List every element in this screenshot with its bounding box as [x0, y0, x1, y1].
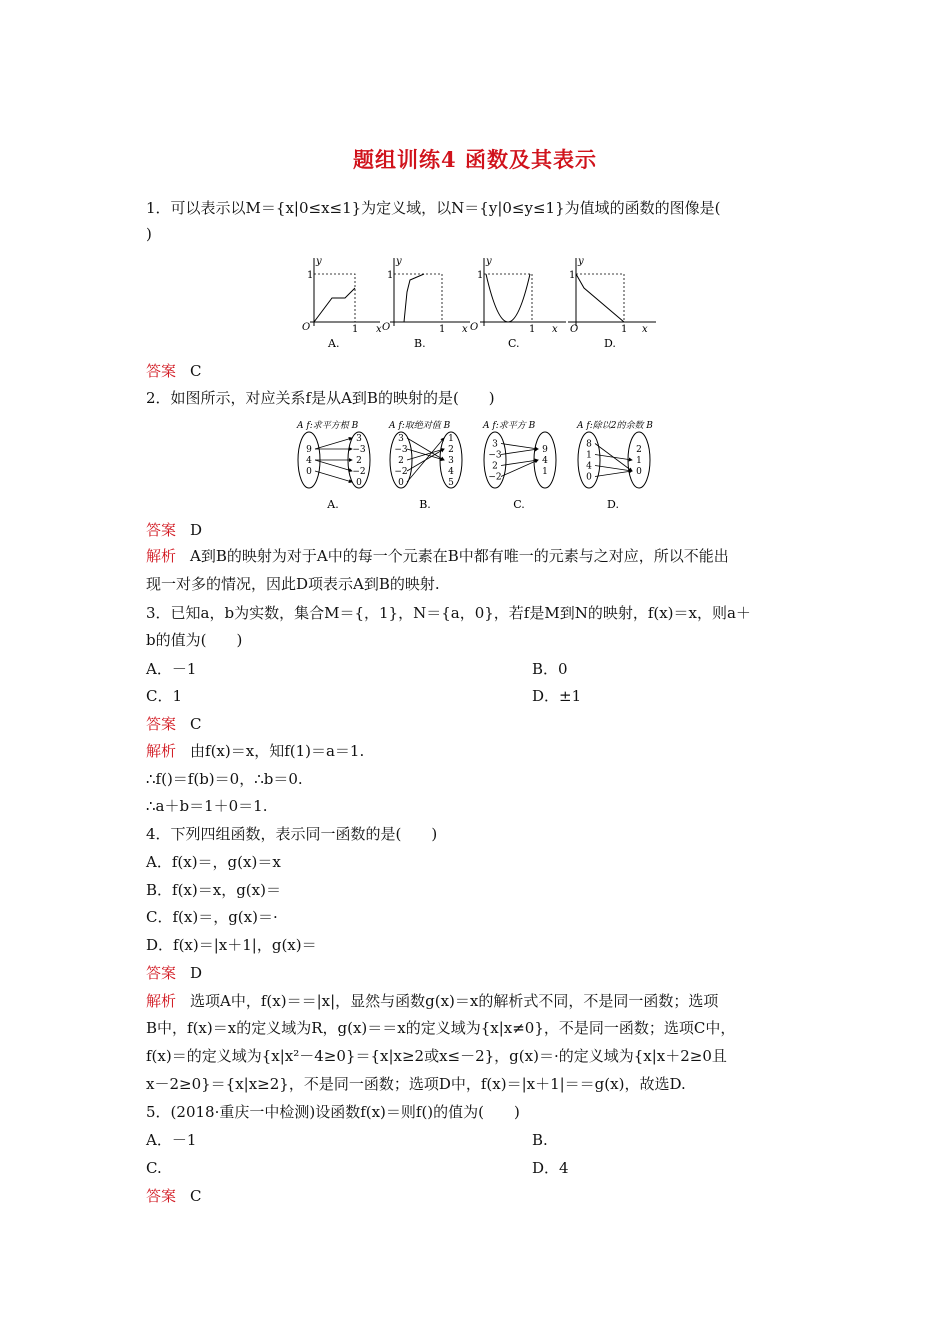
- q3-stem: 3．已知a，b为实数，集合M＝{，1}，N＝{a，0}，若f是M到N的映射，f(x)＝x，则a＋: [146, 604, 751, 622]
- graph-a-one-x: 1: [352, 324, 359, 335]
- q4-stem: 4．下列四组函数，表示同一函数的是( ): [146, 825, 438, 843]
- mapping-b-right-value: 4: [448, 467, 454, 477]
- mapping-c-arrow: [501, 449, 538, 455]
- graph-b-origin: O: [382, 322, 391, 333]
- graph-a-one-y: 1: [307, 270, 314, 281]
- graph-d-y-label: y: [578, 256, 584, 267]
- q4-option-b: B．f(x)＝x，g(x)＝: [146, 881, 281, 899]
- mapping-b-left-value: −2: [394, 467, 408, 477]
- mapping-b: [388, 420, 462, 511]
- q4-analysis-1: 解析 选项A中，f(x)＝＝|x|，显然与函数g(x)＝x的解析式不同，不是同一函数；选项: [146, 992, 719, 1010]
- mapping-a-left-value: 9: [306, 445, 312, 455]
- mapping-c-right-value: 4: [542, 456, 548, 466]
- mapping-c-label: C.: [513, 498, 525, 511]
- q3-stem-end: b的值为( ): [146, 631, 243, 649]
- mapping-b-arrow: [407, 438, 444, 460]
- mapping-d-left-value: 8: [586, 439, 592, 450]
- q4-option-a: A．f(x)＝，g(x)＝x: [146, 853, 281, 871]
- q5-option-c: C.: [146, 1159, 162, 1177]
- mapping-a-arrow: [315, 460, 352, 471]
- q3-option-a: A．－1: [146, 660, 197, 678]
- graph-c-label: C.: [508, 337, 520, 350]
- q5-option-b: B.: [532, 1131, 548, 1149]
- q1-graphs-figure: [290, 252, 660, 352]
- q4-option-c: C．f(x)＝，g(x)＝·: [146, 908, 278, 926]
- mapping-d: [576, 420, 653, 511]
- q5-option-a: A．－1: [146, 1131, 197, 1149]
- graph-b: [382, 256, 470, 350]
- graph-d-label: D.: [604, 337, 616, 350]
- mapping-a-right-value: 0: [356, 478, 362, 488]
- q1-stem: 1．可以表示以M＝{x|0≤x≤1}为定义域，以N＝{y|0≤y≤1}为值域的函数的图像是(: [146, 199, 721, 217]
- graph-d-one-x: 1: [621, 324, 628, 335]
- mapping-b-right-value: 2: [448, 445, 454, 455]
- graph-a-label: A.: [328, 337, 340, 350]
- mapping-d-left-value: 1: [586, 450, 592, 461]
- mapping-d-right-value: 0: [636, 467, 642, 477]
- mapping-b-right-value: 1: [448, 434, 454, 444]
- graph-a-y-label: y: [316, 256, 322, 267]
- mapping-d-arrow: [595, 471, 632, 477]
- graph-c-one-y: 1: [477, 270, 484, 281]
- mapping-a-right-value: −2: [352, 467, 366, 477]
- q2-analysis-1: 解析 A到B的映射为对于A中的每一个元素在B中都有唯一的元素与之对应，所以不能出: [146, 547, 729, 565]
- mapping-b-right-value: 3: [448, 456, 454, 466]
- mapping-a-arrow: [315, 438, 352, 449]
- q4-answer: 答案 D: [146, 964, 203, 982]
- page-title: 题组训练4 函数及其表示: [353, 147, 597, 172]
- q1-answer: 答案 C: [146, 362, 202, 380]
- q5-stem: 5．(2018·重庆一中检测)设函数f(x)＝则f()的值为( ): [146, 1103, 520, 1121]
- mapping-c-header: A f:求平方 B: [483, 421, 536, 431]
- mapping-c-left-value: −2: [488, 472, 502, 483]
- q2-analysis-2: 现一对多的情况，因此D项表示A到B的映射.: [146, 575, 440, 593]
- q4-analysis-2: B中，f(x)＝x的定义域为R，g(x)＝＝x的定义域为{x|x≠0}，不是同一函数；选项C中，: [146, 1019, 736, 1037]
- mapping-b-header: A f:取绝对值 B: [389, 421, 451, 431]
- q3-option-d: D．±1: [532, 687, 582, 705]
- mapping-a-arrow: [315, 471, 352, 482]
- graph-a: [302, 256, 382, 350]
- q4-analysis-3: f(x)＝的定义域为{x|x²－4≥0}＝{x|x≥2或x≤－2}，g(x)＝·的定义域为{x|x＋2≥0且: [146, 1047, 727, 1065]
- q5-answer: 答案 C: [146, 1187, 202, 1205]
- mapping-a-left-value: 4: [306, 456, 312, 466]
- graph-d-one-y: 1: [569, 270, 576, 281]
- graph-d: [568, 256, 656, 350]
- graph-a-origin: O: [302, 322, 311, 333]
- mapping-d-arrow: [595, 455, 632, 461]
- mapping-b-label: B.: [419, 498, 431, 511]
- mapping-d-left-value: 4: [586, 461, 592, 472]
- graph-b-y-label: y: [396, 256, 402, 267]
- graph-b-x-label: x: [462, 324, 468, 335]
- graph-a-x-label: x: [376, 324, 382, 335]
- q3-analysis-2: ∴f()＝f(b)＝0，∴b＝0.: [146, 770, 303, 788]
- q1-stem-end: ): [146, 225, 152, 243]
- mapping-a-header: A f:求平方根 B: [297, 421, 359, 431]
- mapping-c: [482, 420, 556, 511]
- mapping-d-arrow: [595, 466, 632, 472]
- graph-b-one-y: 1: [387, 270, 394, 281]
- graph-d-x-label: x: [642, 324, 648, 335]
- mapping-b-left-value: 0: [398, 478, 404, 488]
- q3-analysis-1: 解析 由f(x)＝x，知f(1)＝a＝1.: [146, 742, 365, 760]
- q2-answer: 答案 D: [146, 521, 203, 539]
- q3-option-c: C．1: [146, 687, 183, 705]
- mapping-c-left-value: 3: [492, 439, 498, 450]
- mapping-d-left-value: 0: [586, 472, 592, 483]
- mapping-a-right-value: −3: [352, 445, 366, 455]
- mapping-a: [296, 420, 370, 511]
- graph-c-y-label: y: [486, 256, 492, 267]
- mapping-a-right-value: 3: [356, 434, 362, 444]
- q5-option-d: D．4: [532, 1159, 569, 1177]
- graph-c-x-label: x: [552, 324, 558, 335]
- graph-c-origin: O: [470, 322, 479, 333]
- mapping-d-label: D.: [607, 498, 619, 511]
- q3-answer: 答案 C: [146, 715, 202, 733]
- mapping-d-right-value: 2: [636, 445, 642, 455]
- mapping-d-header: A f:除以2的余数 B: [577, 421, 653, 431]
- q4-option-d: D．f(x)＝|x＋1|，g(x)＝: [146, 936, 317, 954]
- mapping-a-left-value: 0: [306, 467, 312, 477]
- mapping-a-label: A.: [327, 498, 339, 511]
- graph-d-origin: O: [570, 324, 579, 335]
- mapping-b-left-value: 2: [398, 456, 404, 466]
- graph-c-one-x: 1: [529, 324, 536, 335]
- mapping-b-left-value: 3: [398, 434, 404, 444]
- mapping-b-left-value: −3: [394, 445, 408, 455]
- mapping-b-arrow: [407, 438, 444, 482]
- q2-mappings-figure: [295, 416, 665, 516]
- mapping-c-right-value: 9: [542, 445, 548, 455]
- graph-b-one-x: 1: [439, 324, 446, 335]
- graph-c: [470, 256, 566, 350]
- q2-stem: 2．如图所示，对应关系f是从A到B的映射的是( ): [146, 389, 495, 407]
- mapping-d-right-value: 1: [636, 456, 642, 466]
- q4-analysis-4: x－2≥0}＝{x|x≥2}，不是同一函数；选项D中，f(x)＝|x＋1|＝＝g(x)，故选D.: [146, 1075, 686, 1093]
- q3-option-b: B．0: [532, 660, 568, 678]
- answer-label: 答案: [146, 362, 177, 380]
- mapping-c-left-value: −3: [488, 450, 502, 461]
- mapping-c-left-value: 2: [492, 461, 498, 472]
- q3-analysis-3: ∴a＋b＝1＋0＝1.: [146, 797, 268, 815]
- mapping-c-arrow: [501, 444, 538, 450]
- graph-b-label: B.: [414, 337, 426, 350]
- mapping-a-right-value: 2: [356, 456, 362, 466]
- mapping-b-right-value: 5: [448, 478, 454, 488]
- mapping-c-right-value: 1: [542, 467, 548, 477]
